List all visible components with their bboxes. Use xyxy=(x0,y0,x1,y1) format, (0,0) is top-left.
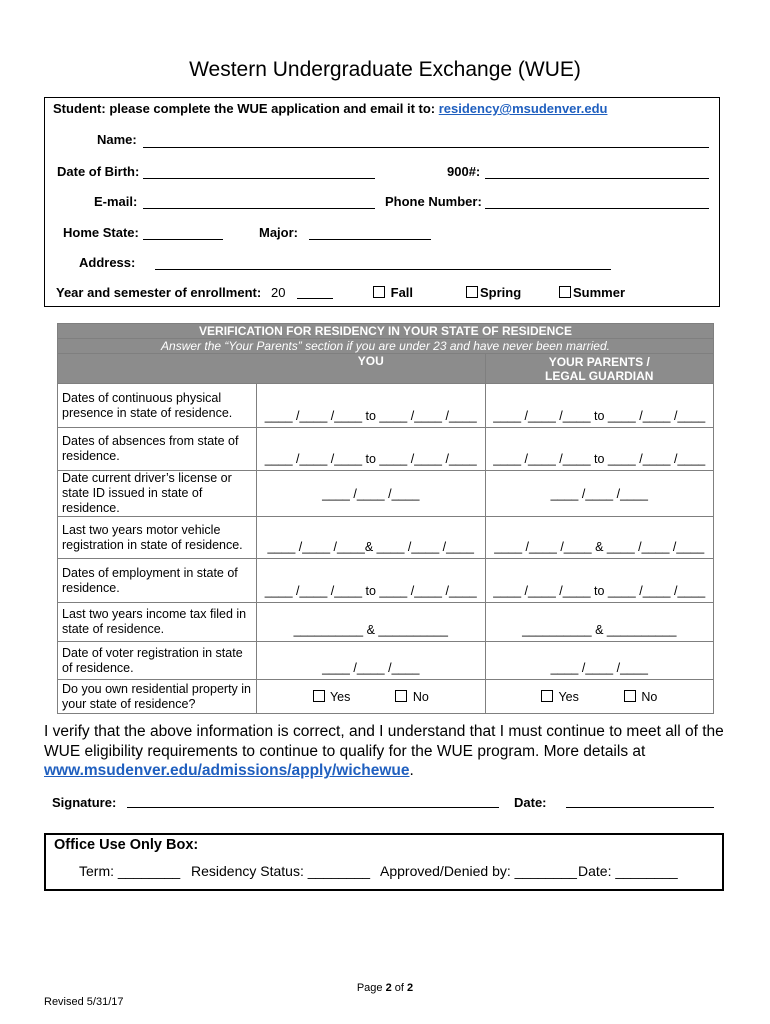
residency-verification-table xyxy=(57,323,714,714)
parents-no-checkbox[interactable] xyxy=(624,690,636,702)
summer-checkbox[interactable] xyxy=(559,286,571,298)
residency-email-link[interactable]: residency@msudenver.edu xyxy=(438,101,608,116)
name-label: Name: xyxy=(97,132,137,147)
email-field[interactable] xyxy=(143,208,375,209)
row-label: Dates of continuous physical presence in state of residence. xyxy=(58,384,257,428)
year-field[interactable] xyxy=(297,298,333,299)
parents-field[interactable]: ____ /____ /____ to ____ /____ /____ xyxy=(485,428,714,471)
dob-label: Date of Birth: xyxy=(57,164,140,179)
phone-label: Phone Number: xyxy=(385,194,482,209)
row-label: Do you own residential property in your state of residence? xyxy=(58,680,257,714)
you-no-option[interactable]: No xyxy=(395,690,428,704)
office-term: Term: ________ xyxy=(79,863,181,879)
page-number: Page 2 of 2 xyxy=(356,982,414,994)
you-field[interactable]: ____ /____ /____ xyxy=(257,471,486,517)
parents-no-option[interactable]: No xyxy=(624,690,657,704)
you-no-checkbox[interactable] xyxy=(395,690,407,702)
office-use-title: Office Use Only Box: xyxy=(54,837,199,853)
id-number-label: 900#: xyxy=(447,164,481,179)
office-approved-by: Approved/Denied by: ________ xyxy=(380,863,577,879)
major-field[interactable] xyxy=(309,239,431,240)
verification-statement: I verify that the above information is correct, and I understand that I must continue to meet all of the WUE eligibility requirements to continue to qualify for the WUE program. More details at www.msudenver.edu/admissions/apply/wichewue. xyxy=(44,723,724,779)
table-row xyxy=(58,384,714,428)
office-residency-status: Residency Status: ________ xyxy=(191,863,371,879)
year-prefix: 20 xyxy=(271,285,286,300)
you-yes-option[interactable]: Yes xyxy=(313,690,351,704)
spring-option[interactable]: Spring xyxy=(466,285,521,300)
home-state-field[interactable] xyxy=(143,239,223,240)
date-label: Date: xyxy=(514,795,547,810)
parents-yes-checkbox[interactable] xyxy=(541,690,553,702)
office-date: Date: ________ xyxy=(578,863,678,879)
signature-field[interactable] xyxy=(127,807,499,808)
table-row xyxy=(58,680,714,714)
row-label: Dates of absences from state of residence. xyxy=(58,428,257,471)
student-instruction: Student: please complete the WUE application and email it to: residency@msudenver.edu xyxy=(53,101,608,116)
you-field[interactable]: __________ & __________ xyxy=(257,603,486,642)
major-label: Major: xyxy=(259,225,298,240)
row-label: Last two years income tax filed in state of residence. xyxy=(58,603,257,642)
row-label: Dates of employment in state of residence. xyxy=(58,559,257,603)
signature-label: Signature: xyxy=(52,795,117,810)
you-field[interactable]: ____ /____ /____ xyxy=(257,642,486,680)
you-field[interactable]: ____ /____ /____& ____ /____ /____ xyxy=(257,517,486,559)
wue-details-link[interactable]: www.msudenver.edu/admissions/apply/wichewue xyxy=(44,762,410,779)
table-row xyxy=(58,428,714,471)
revised-date: Revised 5/31/17 xyxy=(44,996,124,1008)
fall-checkbox[interactable] xyxy=(373,286,385,298)
student-info-box xyxy=(44,97,720,307)
you-property-options xyxy=(257,680,486,714)
row-label: Date current driver’s license or state ID issued in state of residence. xyxy=(58,471,257,517)
col-you: YOU xyxy=(257,354,486,384)
id-number-field[interactable] xyxy=(485,178,709,179)
you-yes-checkbox[interactable] xyxy=(313,690,325,702)
date-field[interactable] xyxy=(566,807,714,808)
parents-field[interactable]: ____ /____ /____ to ____ /____ /____ xyxy=(485,384,714,428)
table-row xyxy=(58,559,714,603)
parents-field[interactable]: ____ /____ /____ xyxy=(485,642,714,680)
parents-yes-option[interactable]: Yes xyxy=(541,690,579,704)
parents-field[interactable]: ____ /____ /____ & ____ /____ /____ xyxy=(485,517,714,559)
you-field[interactable]: ____ /____ /____ to ____ /____ /____ xyxy=(257,428,486,471)
enrollment-label: Year and semester of enrollment: xyxy=(56,285,262,300)
verification-subheading: Answer the “Your Parents” section if you are under 23 and have never been married. xyxy=(58,339,714,354)
you-field[interactable]: ____ /____ /____ to ____ /____ /____ xyxy=(257,384,486,428)
you-field[interactable]: ____ /____ /____ to ____ /____ /____ xyxy=(257,559,486,603)
address-label: Address: xyxy=(79,255,136,270)
name-field[interactable] xyxy=(143,147,709,148)
table-row xyxy=(58,603,714,642)
table-row xyxy=(58,471,714,517)
spring-checkbox[interactable] xyxy=(466,286,478,298)
parents-property-options xyxy=(485,680,714,714)
col-parents: YOUR PARENTS / LEGAL GUARDIAN xyxy=(485,354,714,384)
phone-field[interactable] xyxy=(485,208,709,209)
table-row xyxy=(58,517,714,559)
summer-option[interactable]: Summer xyxy=(559,285,625,300)
row-label: Date of voter registration in state of residence. xyxy=(58,642,257,680)
table-row xyxy=(58,642,714,680)
fall-option[interactable]: Fall xyxy=(373,285,413,300)
email-label: E-mail: xyxy=(94,194,138,209)
parents-field[interactable]: ____ /____ /____ xyxy=(485,471,714,517)
parents-field[interactable]: __________ & __________ xyxy=(485,603,714,642)
office-use-box xyxy=(44,833,724,891)
form-title: Western Undergraduate Exchange (WUE) xyxy=(189,58,581,81)
home-state-label: Home State: xyxy=(63,225,139,240)
row-label: Last two years motor vehicle registration in state of residence. xyxy=(58,517,257,559)
verification-heading: VERIFICATION FOR RESIDENCY IN YOUR STATE OF RESIDENCE xyxy=(58,324,714,339)
dob-field[interactable] xyxy=(143,178,375,179)
parents-field[interactable]: ____ /____ /____ to ____ /____ /____ xyxy=(485,559,714,603)
address-field[interactable] xyxy=(155,269,611,270)
